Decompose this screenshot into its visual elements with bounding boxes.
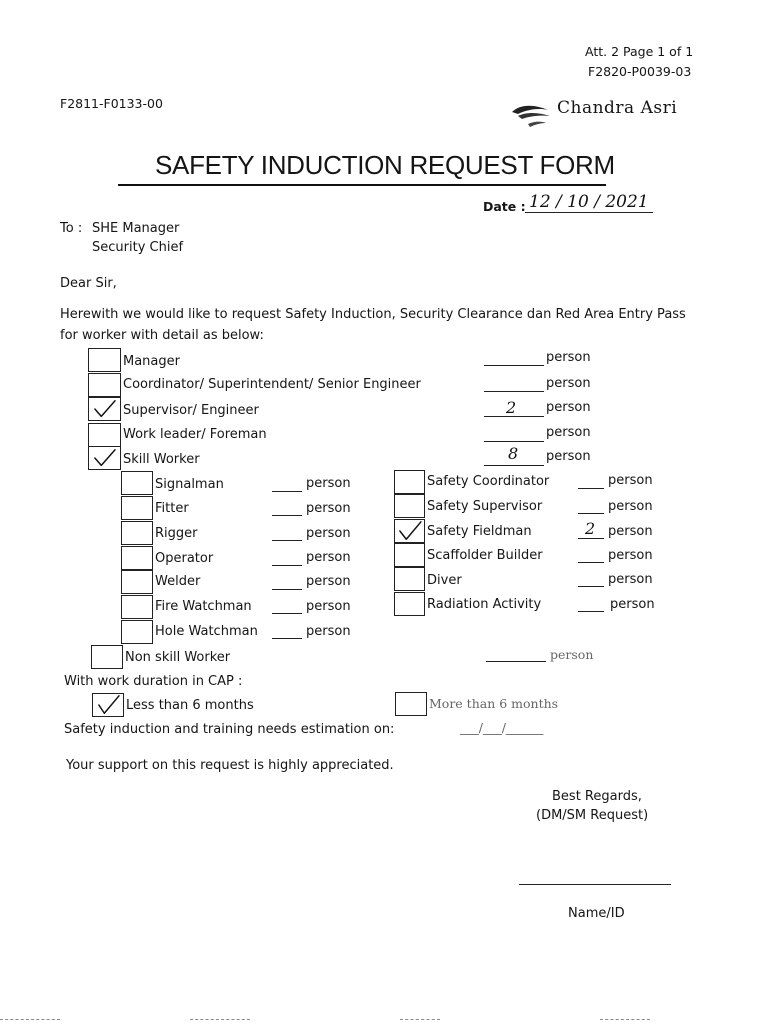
to-recipient-2: Security Chief xyxy=(92,240,184,255)
check-mark-icon xyxy=(89,447,120,469)
diver-unit: person xyxy=(608,572,653,587)
safety-fieldman-unit: person xyxy=(608,524,653,539)
coordinator-unit: person xyxy=(546,376,591,391)
rigger-checkbox[interactable] xyxy=(121,521,153,545)
skill-worker-count-line[interactable] xyxy=(484,465,544,466)
safety-fieldman-count-line[interactable] xyxy=(578,538,604,539)
operator-checkbox[interactable] xyxy=(121,546,153,570)
manager-unit: person xyxy=(546,350,591,365)
rigger-unit: person xyxy=(306,526,351,541)
coordinator-count-line[interactable] xyxy=(484,391,544,392)
fitter-checkbox[interactable] xyxy=(121,496,153,520)
scan-artifact-mark xyxy=(190,1019,250,1020)
chandra-asri-logo-icon xyxy=(510,100,554,134)
scaffolder-builder-label: Scaffolder Builder xyxy=(427,548,543,563)
signature-line[interactable] xyxy=(519,884,671,885)
skill-worker-checkbox[interactable] xyxy=(88,446,121,470)
operator-label: Operator xyxy=(155,551,214,566)
non-skill-worker-label: Non skill Worker xyxy=(125,650,231,665)
company-name: Chandra Asri xyxy=(557,98,678,118)
fire-watchman-count-line[interactable] xyxy=(272,613,302,614)
title-underline xyxy=(118,184,606,186)
welder-checkbox[interactable] xyxy=(121,570,153,594)
fire-watchman-checkbox[interactable] xyxy=(121,595,153,619)
diver-label: Diver xyxy=(427,573,462,588)
non-skill-worker-checkbox[interactable] xyxy=(91,645,123,669)
document-code-right: F2820-P0039-03 xyxy=(588,64,692,79)
operator-count-line[interactable] xyxy=(272,565,302,566)
date-value: 12 / 10 / 2021 xyxy=(529,192,649,212)
fire-watchman-unit: person xyxy=(306,599,351,614)
less-than-6-months-checkbox[interactable] xyxy=(92,693,124,717)
safety-fieldman-checkbox[interactable] xyxy=(394,519,425,543)
safety-coordinator-label: Safety Coordinator xyxy=(427,474,550,489)
welder-label: Welder xyxy=(155,574,201,589)
scan-artifact-mark xyxy=(0,1019,60,1020)
coordinator-label: Coordinator/ Superintendent/ Senior Engineer xyxy=(123,377,421,392)
check-mark-icon xyxy=(93,694,123,716)
estimation-label: Safety induction and training needs estimation on: xyxy=(64,722,395,737)
supervisor-count: 2 xyxy=(506,398,517,417)
intro-line-2: for worker with detail as below: xyxy=(60,328,264,343)
check-mark-icon xyxy=(395,520,424,542)
hole-watchman-checkbox[interactable] xyxy=(121,620,153,644)
rigger-count-line[interactable] xyxy=(272,540,302,541)
work-leader-count-line[interactable] xyxy=(484,441,544,442)
salutation: Dear Sir, xyxy=(60,276,117,291)
closing-sentence: Your support on this request is highly appreciated. xyxy=(66,758,394,773)
intro-line-1: Herewith we would like to request Safety Induction, Security Clearance dan Red Area Entry Pass xyxy=(60,307,686,322)
safety-coordinator-unit: person xyxy=(608,473,653,488)
signature-name-label: Name/ID xyxy=(568,906,625,921)
safety-supervisor-unit: person xyxy=(608,499,653,514)
signalman-label: Signalman xyxy=(155,477,224,492)
signalman-unit: person xyxy=(306,476,351,491)
safety-coordinator-count-line[interactable] xyxy=(578,488,604,489)
scaffolder-builder-checkbox[interactable] xyxy=(394,543,425,567)
less-than-6-months-label: Less than 6 months xyxy=(126,698,254,713)
non-skill-worker-unit: person xyxy=(550,647,594,662)
supervisor-unit: person xyxy=(546,400,591,415)
non-skill-worker-count-line[interactable] xyxy=(486,661,546,662)
fitter-unit: person xyxy=(306,501,351,516)
scaffolder-builder-unit: person xyxy=(608,548,653,563)
hole-watchman-count-line[interactable] xyxy=(272,638,302,639)
form-title: SAFETY INDUCTION REQUEST FORM xyxy=(155,150,615,180)
welder-unit: person xyxy=(306,574,351,589)
document-code-left: F2811-F0133-00 xyxy=(60,96,163,111)
scaffolder-builder-count-line[interactable] xyxy=(578,562,604,563)
skill-worker-label: Skill Worker xyxy=(123,452,200,467)
skill-worker-count: 8 xyxy=(508,444,519,463)
supervisor-label: Supervisor/ Engineer xyxy=(123,403,259,418)
safety-coordinator-checkbox[interactable] xyxy=(394,470,425,494)
scan-artifact-mark xyxy=(600,1019,650,1020)
more-than-6-months-label: More than 6 months xyxy=(429,696,559,711)
safety-fieldman-count: 2 xyxy=(585,519,596,538)
signalman-count-line[interactable] xyxy=(272,491,302,492)
fire-watchman-label: Fire Watchman xyxy=(155,599,252,614)
welder-count-line[interactable] xyxy=(272,589,302,590)
signalman-checkbox[interactable] xyxy=(121,471,153,495)
hole-watchman-unit: person xyxy=(306,624,351,639)
safety-supervisor-count-line[interactable] xyxy=(578,513,604,514)
radiation-activity-count-line[interactable] xyxy=(578,611,604,612)
requester-role: (DM/SM Request) xyxy=(536,808,649,823)
operator-unit: person xyxy=(306,550,351,565)
best-regards: Best Regards, xyxy=(552,789,642,804)
scan-artifact-mark xyxy=(400,1019,440,1020)
work-leader-unit: person xyxy=(546,425,591,440)
radiation-activity-label: Radiation Activity xyxy=(427,597,542,612)
diver-count-line[interactable] xyxy=(578,586,604,587)
date-underline xyxy=(525,212,653,213)
check-mark-icon xyxy=(89,398,120,420)
more-than-6-months-checkbox[interactable] xyxy=(395,692,427,716)
radiation-activity-checkbox[interactable] xyxy=(394,592,425,616)
rigger-label: Rigger xyxy=(155,526,198,541)
duration-label: With work duration in CAP : xyxy=(64,674,243,689)
skill-worker-unit: person xyxy=(546,449,591,464)
fitter-label: Fitter xyxy=(155,501,189,516)
manager-checkbox[interactable] xyxy=(88,348,121,372)
hole-watchman-label: Hole Watchman xyxy=(155,624,258,639)
supervisor-checkbox[interactable] xyxy=(88,397,121,421)
safety-supervisor-label: Safety Supervisor xyxy=(427,499,543,514)
work-leader-label: Work leader/ Foreman xyxy=(123,427,267,442)
to-label: To : xyxy=(60,221,83,236)
safety-supervisor-checkbox[interactable] xyxy=(394,494,425,518)
supervisor-count-line[interactable] xyxy=(484,416,544,417)
attachment-page-label: Att. 2 Page 1 of 1 xyxy=(585,44,694,59)
safety-fieldman-label: Safety Fieldman xyxy=(427,524,532,539)
manager-count-line[interactable] xyxy=(484,365,544,366)
diver-checkbox[interactable] xyxy=(394,567,425,591)
date-label: Date : xyxy=(483,199,526,214)
work-leader-checkbox[interactable] xyxy=(88,423,121,447)
manager-label: Manager xyxy=(123,354,180,369)
fitter-count-line[interactable] xyxy=(272,515,302,516)
coordinator-checkbox[interactable] xyxy=(88,373,121,397)
estimation-date-field[interactable]: ___/___/______ xyxy=(460,720,544,735)
radiation-activity-unit: person xyxy=(610,597,655,612)
to-recipient-1: SHE Manager xyxy=(92,221,180,236)
